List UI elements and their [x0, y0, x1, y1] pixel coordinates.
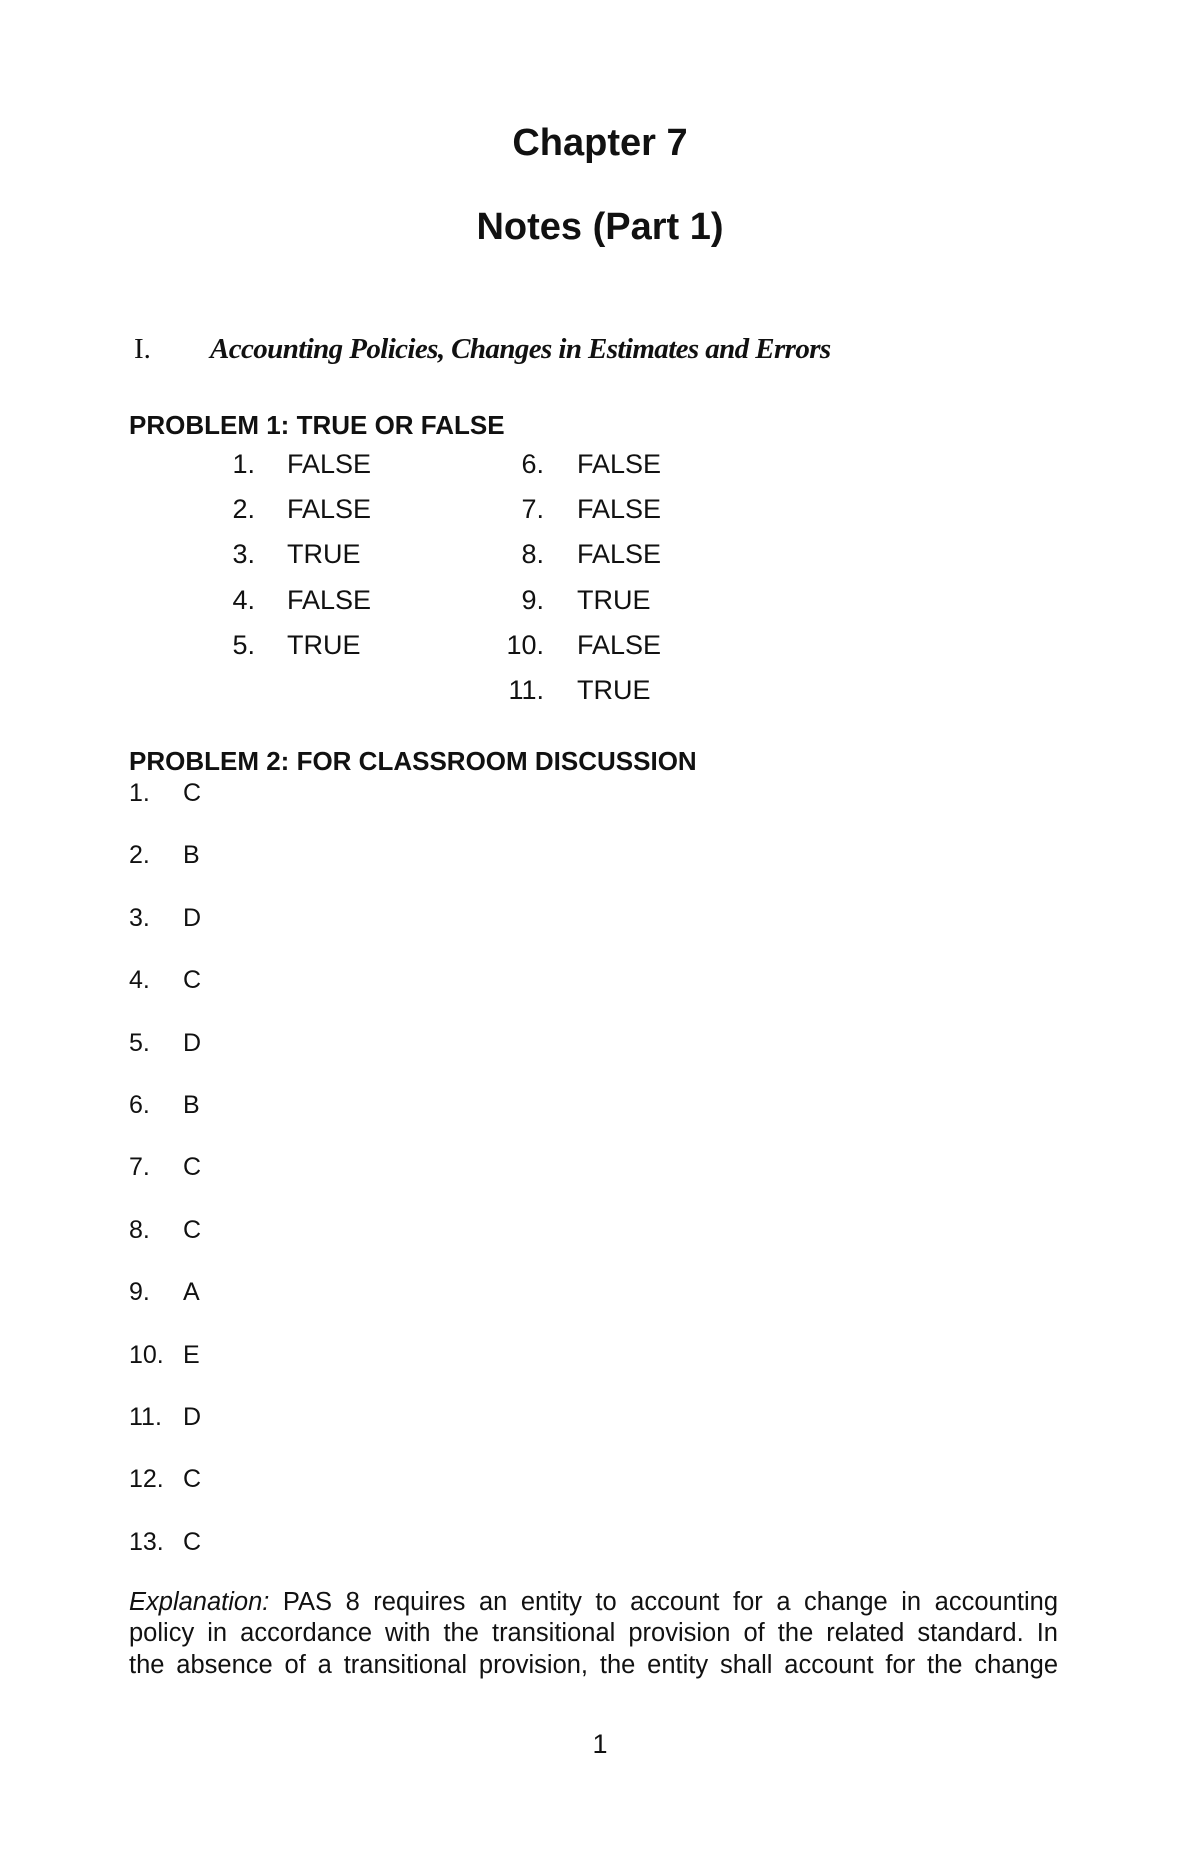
item-answer: C: [183, 779, 202, 807]
item-number: 9.: [521, 584, 544, 615]
section-numeral: I.: [134, 333, 151, 365]
problem2-heading: PROBLEM 2: FOR CLASSROOM DISCUSSION: [129, 746, 697, 776]
item-number: 6.: [521, 449, 544, 479]
item-number: 13.: [129, 1527, 164, 1556]
item-number: 11.: [129, 1403, 162, 1431]
item-number: 12.: [129, 1465, 164, 1494]
item-number: 8.: [521, 539, 544, 570]
item-answer: D: [183, 903, 202, 932]
item-number: 8.: [129, 1215, 150, 1244]
item-number: 10.: [506, 629, 544, 660]
explanation-line: policy in accordance with the transitional provision of the related standard. In: [129, 1619, 1058, 1647]
item-answer: FALSE: [287, 449, 372, 479]
item-number: 5.: [129, 1028, 150, 1057]
item-answer: D: [183, 1028, 202, 1057]
explanation-text: PAS 8 requires an entity to account for a change in accounting: [269, 1588, 1058, 1616]
item-number: 4.: [129, 966, 150, 995]
item-number: 9.: [129, 1278, 150, 1307]
item-answer: C: [183, 1153, 202, 1182]
item-answer: C: [183, 1527, 202, 1556]
item-number: 1.: [129, 779, 150, 807]
item-number: 5.: [232, 629, 255, 660]
item-answer: FALSE: [577, 494, 662, 525]
item-number: 6.: [129, 1091, 150, 1119]
item-number: 4.: [232, 584, 255, 615]
item-answer: FALSE: [577, 539, 662, 570]
item-answer: TRUE: [577, 584, 651, 615]
item-number: 2.: [232, 494, 255, 525]
item-number: 7.: [521, 494, 544, 525]
item-answer: TRUE: [287, 539, 361, 570]
chapter-title: Chapter 7: [512, 122, 688, 164]
item-answer: FALSE: [287, 494, 372, 525]
item-number: 11.: [508, 675, 544, 705]
item-answer: A: [183, 1278, 200, 1307]
item-answer: C: [183, 1465, 202, 1494]
explanation-line: [129, 1588, 1058, 1617]
item-answer: FALSE: [577, 629, 662, 660]
item-number: 2.: [129, 841, 150, 870]
item-answer: FALSE: [287, 584, 372, 615]
page-subtitle: Notes (Part 1): [476, 206, 724, 248]
item-number: 1.: [232, 449, 255, 479]
page-number: 1: [592, 1729, 608, 1759]
item-number: 7.: [129, 1153, 150, 1182]
item-answer: TRUE: [577, 675, 651, 705]
item-number: 3.: [232, 539, 255, 570]
item-number: 10.: [129, 1340, 164, 1369]
item-answer: E: [183, 1340, 200, 1369]
item-number: 3.: [129, 903, 150, 932]
item-answer: D: [183, 1403, 202, 1431]
item-answer: TRUE: [287, 629, 361, 660]
item-answer: C: [183, 1215, 202, 1244]
item-answer: FALSE: [577, 449, 662, 479]
section-title: Accounting Policies, Changes in Estimates and Errors: [210, 333, 831, 365]
problem1-heading: PROBLEM 1: TRUE OR FALSE: [129, 410, 505, 440]
item-answer: B: [183, 1091, 200, 1119]
explanation-line: the absence of a transitional provision, the entity shall account for the change: [129, 1651, 1058, 1679]
explanation-label: Explanation:: [129, 1588, 270, 1616]
item-answer: C: [183, 966, 202, 995]
item-answer: B: [183, 841, 200, 870]
